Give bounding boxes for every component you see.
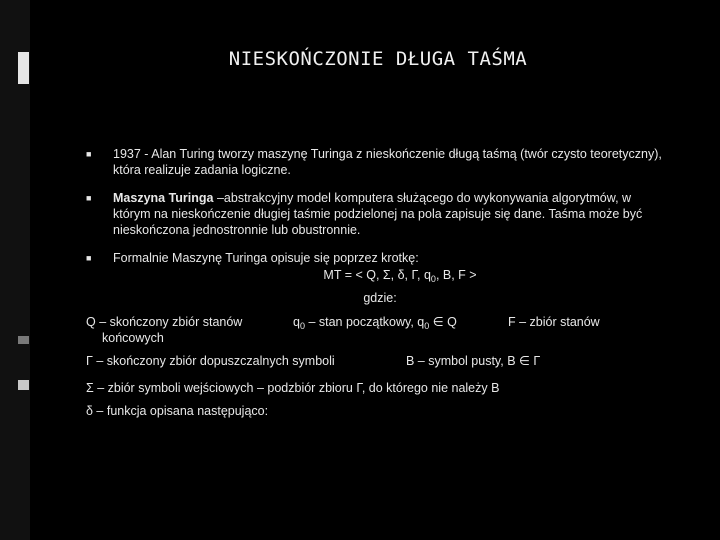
where-label: gdzie: (363, 291, 397, 305)
accent-block-decoration-small (18, 336, 29, 344)
definition-f: F – zbiór stanów (508, 315, 600, 329)
bullet-bold-term: Maszyna Turinga (113, 191, 214, 205)
bullet-marker-icon: ■ (86, 253, 92, 263)
bullet-item (86, 146, 666, 178)
accent-block-decoration (18, 52, 29, 84)
accent-block-decoration-small (18, 380, 29, 390)
bullet-text: –abstrakcyjny model komputera służącego do wykonywania algorytmów, w którym na nieskończenie długiej taśmie podzielonej na pola zapisuje się dane. Taśma może być nieskończona jednostronnie lub obustronnie. (113, 191, 643, 237)
tuple-formula: MT = < Q, Σ, δ, Γ, $q_0$, B, F > (323, 268, 477, 284)
bullet-text: Formalnie Maszynę Turinga opisuje się poprzez krotkę: (113, 251, 419, 265)
bullet-text: 1937 - Alan Turing tworzy maszynę Turinga z nieskończenie długą taśmą (twór czysto teoretyczny), która realizuje zadania logiczne. (113, 147, 662, 177)
definition-sigma: Σ – zbiór symboli wejściowych – podzbiór zbioru Γ, do którego nie należy B (86, 381, 500, 395)
bullet-marker-icon: ■ (86, 193, 92, 203)
definition-q0: $q_0$ – stan początkowy, $q_0$ ∈ Q (293, 315, 457, 331)
bullet-marker-icon: ■ (86, 149, 92, 159)
definition-delta: δ – funkcja opisana następująco: (86, 404, 269, 418)
definition-q: Q – skończony zbiór stanów końcowych (86, 315, 243, 345)
bullet-item (86, 250, 666, 266)
bullet-list (86, 146, 666, 278)
definition-b: B – symbol pusty, B ∈ Γ (406, 354, 541, 368)
definition-gamma: Γ – skończony zbiór dopuszczalnych symboli (86, 354, 335, 368)
bullet-item (86, 190, 666, 238)
slide-title: NIESKOŃCZONIE DŁUGA TAŚMA (228, 48, 528, 70)
